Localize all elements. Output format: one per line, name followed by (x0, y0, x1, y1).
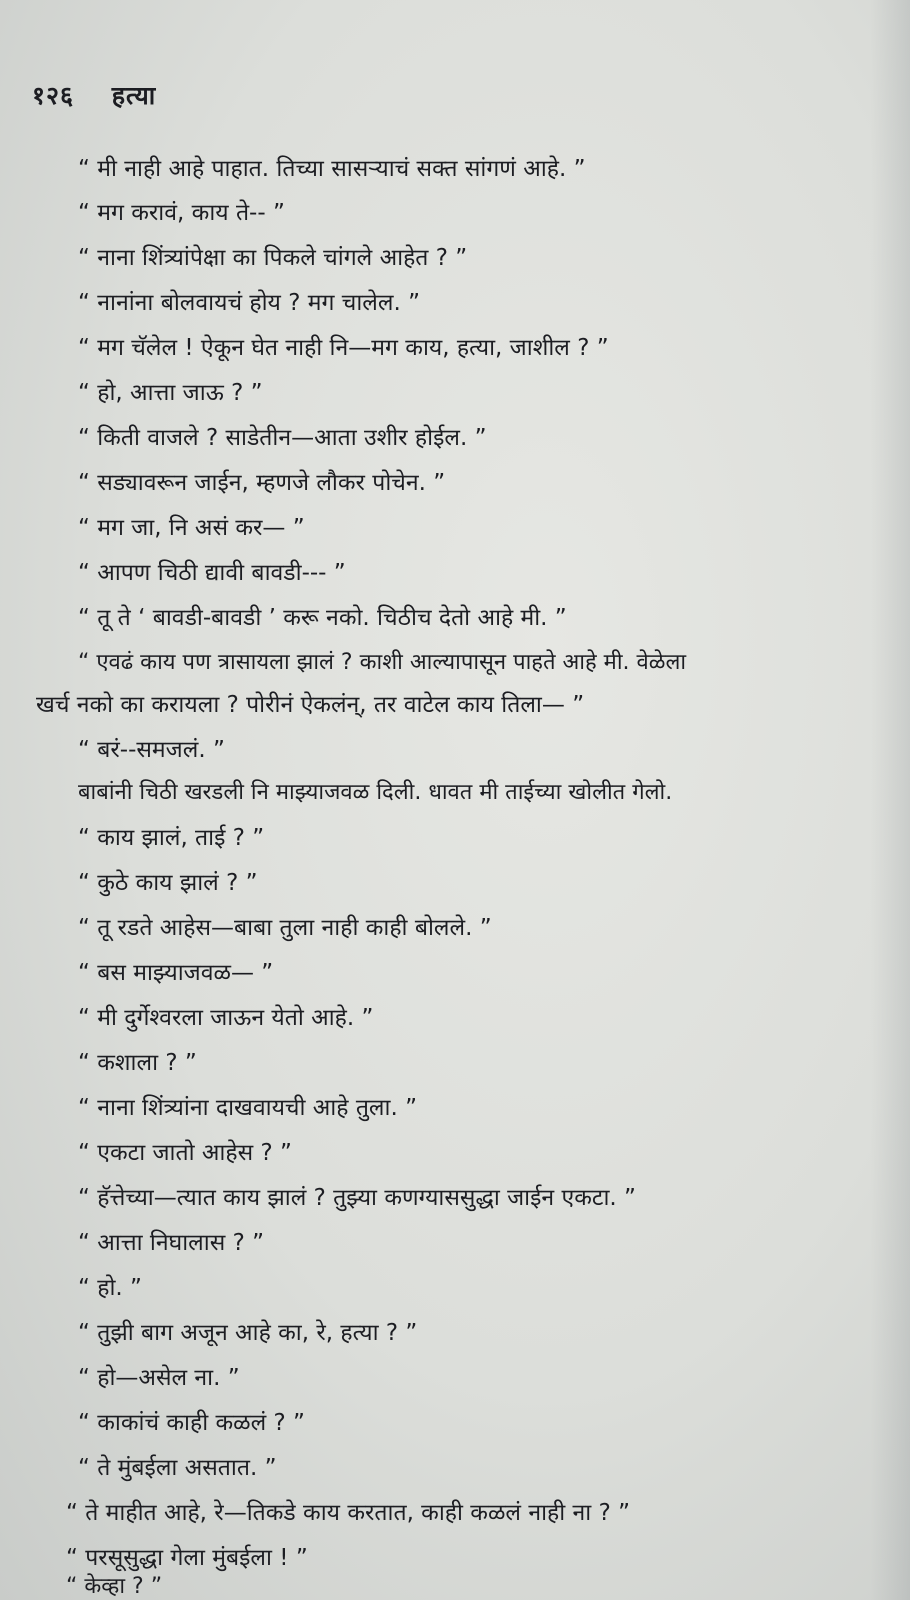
text-line: “ एवढं काय पण त्रासायला झालं ? काशी आल्यापासून पाहते आहे मी. वेळेला (78, 650, 687, 675)
text-line: बाबांनी चिठी खरडली नि माझ्याजवळ दिली. धावत मी ताईच्या खोलीत गेलो. (78, 780, 673, 805)
text-line: “ हो—असेल ना. ” (78, 1365, 240, 1391)
text-line: “ तू ते ‘ बावडी-बावडी ’ करू नको. चिठीच देतो आहे मी. ” (78, 605, 567, 631)
page-number: १२६ (32, 81, 75, 110)
text-line: “ नाना शिंत्र्यांपेक्षा का पिकले चांगले आहेत ? ” (78, 245, 468, 271)
text-line: “ मग करावं, काय ते-- ” (78, 200, 285, 226)
text-line: “ हो. ” (78, 1275, 142, 1301)
text-line: “ किती वाजले ? साडेतीन—आता उशीर होईल. ” (78, 425, 487, 451)
text-line: “ मी दुर्गेश्वरला जाऊन येतो आहे. ” (78, 1005, 374, 1031)
text-line: “ परसूसुद्धा गेला मुंबईला ! ” (66, 1545, 308, 1571)
text-line: “ केव्हा ? ” (66, 1574, 163, 1599)
text-line: “ बस माझ्याजवळ— ” (78, 960, 274, 986)
text-line: “ सड्यावरून जाईन, म्हणजे लौकर पोचेन. ” (78, 470, 446, 496)
text-line: “ एकटा जातो आहेस ? ” (78, 1140, 292, 1166)
text-line: “ मी नाही आहे पाहात. तिच्या सासऱ्याचं सक्त सांगणं आहे. ” (78, 156, 586, 182)
text-line: “ मग चॅलेल ! ऐकून घेत नाही नि—मग काय, हत्या, जाशील ? ” (78, 335, 609, 361)
running-title: हत्या (111, 81, 157, 110)
text-line: खर्च नको का करायला ? पोरीनं ऐकलंन्, तर वाटेल काय तिला— ” (36, 692, 585, 718)
text-line: “ नाना शिंत्र्यांना दाखवायची आहे तुला. ” (78, 1095, 418, 1121)
text-line: “ मग जा, नि असं कर— ” (78, 515, 305, 541)
text-line: “ कुठे काय झालं ? ” (78, 870, 258, 896)
text-line: “ हो, आत्ता जाऊ ? ” (78, 380, 263, 406)
text-line: “ बरं--समजलं. ” (78, 737, 225, 763)
page-header (32, 78, 156, 112)
text-line: “ तुझी बाग अजून आहे का, रे, हत्या ? ” (78, 1320, 418, 1346)
text-line: “ काय झालं, ताई ? ” (78, 825, 265, 851)
text-line: “ आपण चिठी द्यावी बावडी--- ” (78, 560, 346, 586)
page-edge-shadow (870, 0, 910, 1600)
text-line: “ ते मुंबईला असतात. ” (78, 1455, 277, 1481)
text-line: “ तू रडते आहेस—बाबा तुला नाही काही बोलले. ” (78, 915, 492, 941)
text-line: “ कशाला ? ” (78, 1050, 197, 1076)
text-line: “ हॅत्तेच्या—त्यात काय झालं ? तुझ्या कणग्याससुद्धा जाईन एकटा. ” (78, 1185, 636, 1211)
text-line: “ नानांना बोलवायचं होय ? मग चालेल. ” (78, 290, 421, 316)
text-line: “ काकांचं काही कळलं ? ” (78, 1410, 305, 1436)
text-line: “ ते माहीत आहे, रे—तिकडे काय करतात, काही कळलं नाही ना ? ” (66, 1500, 631, 1526)
text-line: “ आत्ता निघालास ? ” (78, 1230, 265, 1256)
